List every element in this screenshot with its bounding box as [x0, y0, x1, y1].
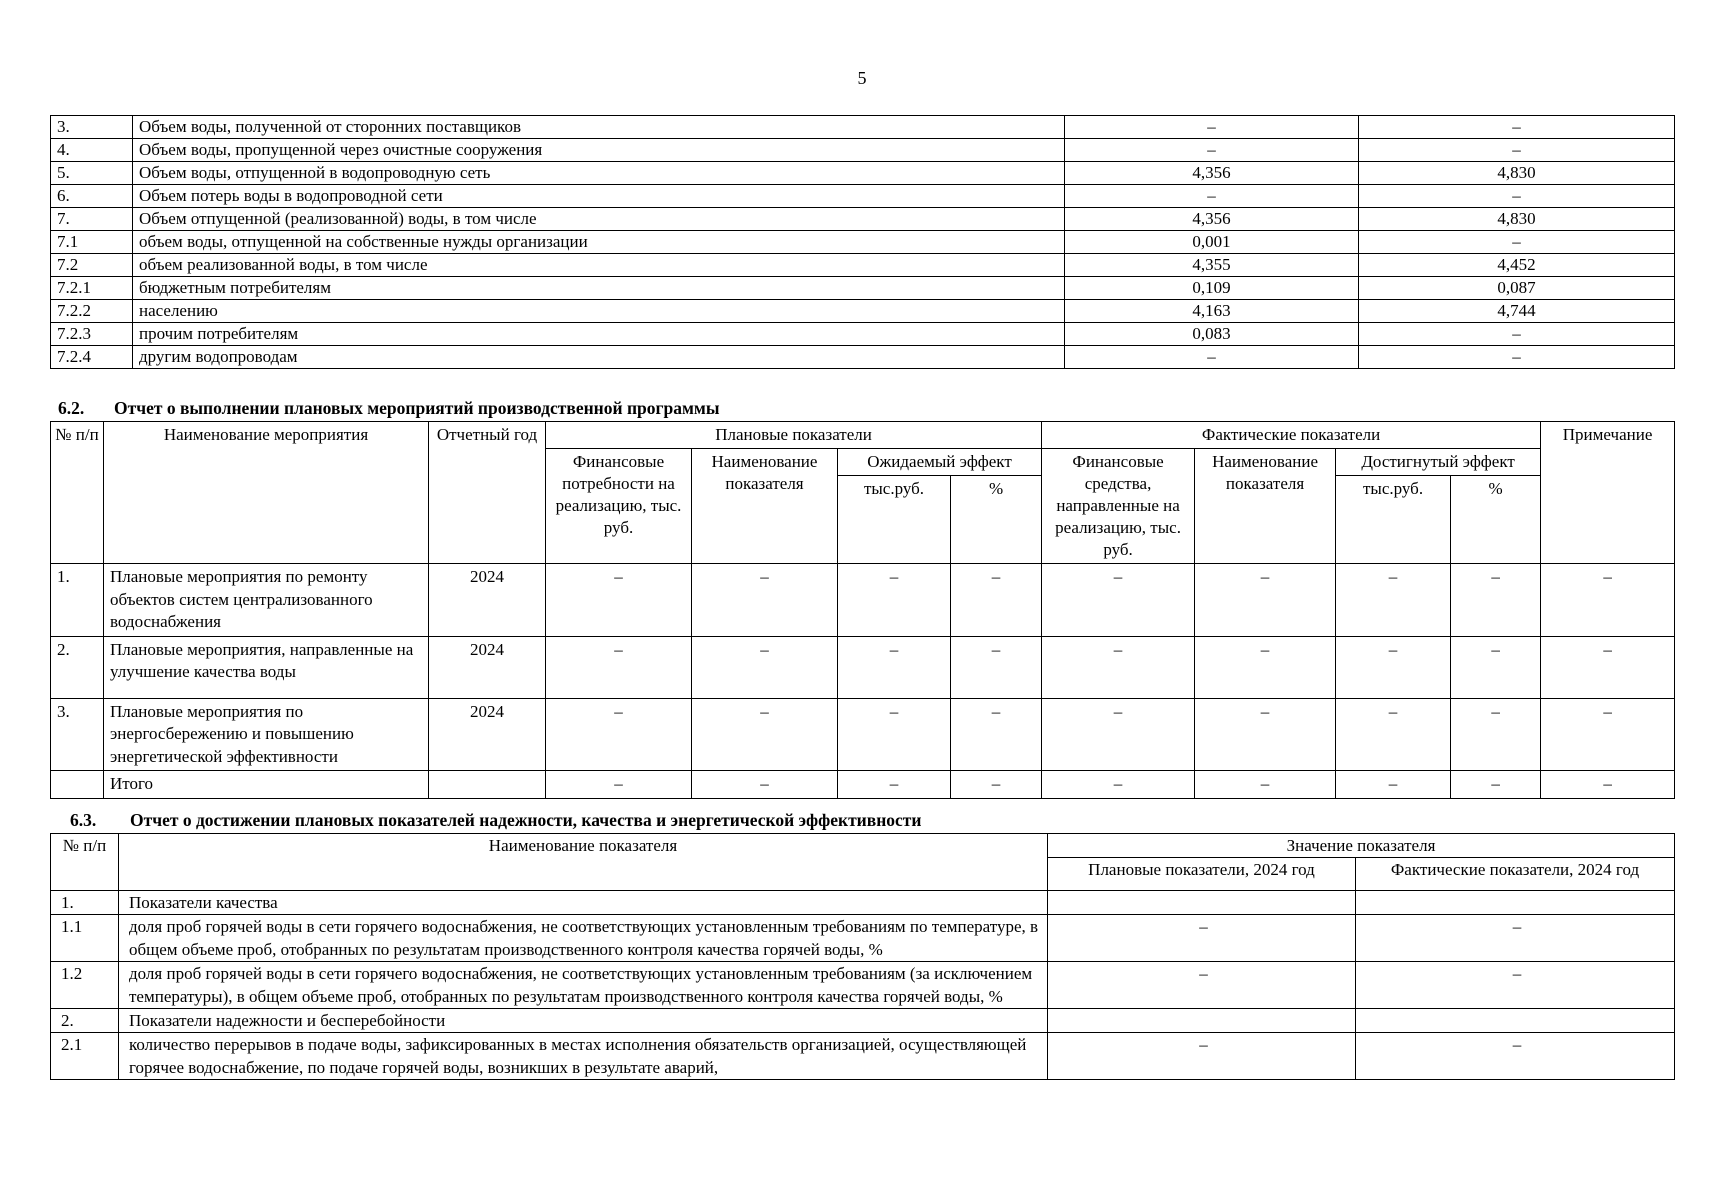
value-planned: 0,083 — [1065, 323, 1359, 346]
row-name: Плановые мероприятия по ремонту объектов систем централизованного водоснабжения — [104, 564, 429, 637]
row-number: 7.2.1 — [51, 277, 133, 300]
value-actual — [1356, 1009, 1675, 1033]
row-value: – — [692, 564, 838, 637]
row-name: Плановые мероприятия, направленные на улучшение качества воды — [104, 636, 429, 698]
row-name: Показатели качества — [119, 891, 1048, 915]
fact-fin-header: Финансовые средства, направленные на реализацию, тыс. руб. — [1042, 449, 1195, 564]
row-name: Плановые мероприятия по энергосбережению и повышению энергетической эффективности — [104, 698, 429, 771]
row-value: – — [546, 771, 692, 799]
section-number: 6.2. — [58, 398, 85, 418]
value-planned: – — [1065, 116, 1359, 139]
value-actual: – — [1359, 346, 1675, 369]
value-actual: – — [1359, 185, 1675, 208]
row-number: 7.1 — [51, 231, 133, 254]
value-planned: 4,356 — [1065, 162, 1359, 185]
col-year-header: Отчетный год — [429, 422, 546, 564]
row-name: другим водопроводам — [133, 346, 1065, 369]
table-row — [51, 162, 1675, 185]
value-header: Значение показателя — [1048, 834, 1675, 858]
row-value: – — [1336, 564, 1451, 637]
note-header: Примечание — [1541, 422, 1675, 564]
plan-rub-header: тыс.руб. — [838, 476, 951, 564]
value-planned: 0,109 — [1065, 277, 1359, 300]
table-row — [51, 346, 1675, 369]
row-name: прочим потребителям — [133, 323, 1065, 346]
table-row — [51, 277, 1675, 300]
row-value: – — [1042, 771, 1195, 799]
row-value: – — [951, 564, 1042, 637]
row-name: количество перерывов в подаче воды, зафиксированных в местах исполнения обязательств организацией, осуществляющей горячее водоснабжение, по подаче горячей воды, возникших в результате аварий, — [119, 1033, 1048, 1080]
row-number: 6. — [51, 185, 133, 208]
value-actual: 4,452 — [1359, 254, 1675, 277]
col-num-header: № п/п — [51, 834, 119, 891]
table-row — [51, 231, 1675, 254]
section-title: Отчет о выполнении плановых мероприятий производственной программы — [114, 398, 720, 418]
group-row — [51, 891, 1675, 915]
value-actual: – — [1356, 915, 1675, 962]
row-value: – — [546, 698, 692, 771]
row-value: – — [1195, 771, 1336, 799]
row-number: 1. — [51, 891, 119, 915]
value-actual — [1356, 891, 1675, 915]
row-number: 7.2.3 — [51, 323, 133, 346]
plan-effect-header: Ожидаемый эффект — [838, 449, 1042, 476]
row-value: – — [692, 698, 838, 771]
row-name: объем воды, отпущенной на собственные нужды организации — [133, 231, 1065, 254]
row-number: 1.2 — [51, 962, 119, 1009]
row-name: Объем воды, отпущенной в водопроводную сеть — [133, 162, 1065, 185]
value-actual: – — [1359, 116, 1675, 139]
table-row — [51, 254, 1675, 277]
page-number: 5 — [857, 68, 867, 88]
table-row — [51, 962, 1675, 1009]
row-number: 2.1 — [51, 1033, 119, 1080]
fact-pct-header: % — [1451, 476, 1541, 564]
row-name: населению — [133, 300, 1065, 323]
row-value: – — [951, 698, 1042, 771]
actual-header: Фактические показатели — [1042, 422, 1541, 449]
planned-header: Плановые показатели — [546, 422, 1042, 449]
actual-header: Фактические показатели, 2024 год — [1356, 858, 1675, 891]
row-value: – — [1541, 564, 1675, 637]
row-value: – — [1541, 698, 1675, 771]
row-number: 2. — [51, 636, 104, 698]
table-row — [51, 1033, 1675, 1080]
section-6-2-heading — [58, 398, 719, 419]
value-planned — [1048, 1009, 1356, 1033]
value-planned: 4,355 — [1065, 254, 1359, 277]
table-row — [51, 185, 1675, 208]
row-number: 7.2.4 — [51, 346, 133, 369]
value-planned: 4,356 — [1065, 208, 1359, 231]
water-volume-table — [50, 115, 1675, 369]
row-value: – — [1451, 636, 1541, 698]
planned-header: Плановые показатели, 2024 год — [1048, 858, 1356, 891]
value-planned: – — [1065, 139, 1359, 162]
row-name: Итого — [104, 771, 429, 799]
table-row — [51, 139, 1675, 162]
group-row — [51, 1009, 1675, 1033]
value-planned: – — [1048, 962, 1356, 1009]
plan-pct-header: % — [951, 476, 1042, 564]
row-name: доля проб горячей воды в сети горячего водоснабжения, не соответствующих установленным требованиям по температуре, в общем объеме проб, отобранных по результатам производственного контроля качества горячей воды, % — [119, 915, 1048, 962]
row-value: – — [951, 771, 1042, 799]
table-row — [51, 208, 1675, 231]
row-value: – — [951, 636, 1042, 698]
row-number: 1. — [51, 564, 104, 637]
value-actual: – — [1356, 962, 1675, 1009]
row-name: Объем воды, пропущенной через очистные сооружения — [133, 139, 1065, 162]
fact-ind-header: Наименование показателя — [1195, 449, 1336, 564]
row-name: объем реализованной воды, в том числе — [133, 254, 1065, 277]
row-year — [429, 771, 546, 799]
row-number: 3. — [51, 698, 104, 771]
row-number: 7.2.2 — [51, 300, 133, 323]
row-number: 2. — [51, 1009, 119, 1033]
table-row — [51, 323, 1675, 346]
value-planned: – — [1065, 346, 1359, 369]
row-year: 2024 — [429, 564, 546, 637]
row-name: Показатели надежности и бесперебойности — [119, 1009, 1048, 1033]
value-planned — [1048, 891, 1356, 915]
row-value: – — [1541, 771, 1675, 799]
col-num-header: № п/п — [51, 422, 104, 564]
section-number: 6.3. — [70, 810, 97, 830]
table-row — [51, 116, 1675, 139]
fact-effect-header: Достигнутый эффект — [1336, 449, 1541, 476]
row-value: – — [1451, 698, 1541, 771]
plan-ind-header: Наименование показателя — [692, 449, 838, 564]
row-number — [51, 771, 104, 799]
fact-rub-header: тыс.руб. — [1336, 476, 1451, 564]
section-6-3-heading — [70, 810, 921, 831]
table-row — [51, 636, 1675, 698]
row-value: – — [838, 636, 951, 698]
row-value: – — [838, 564, 951, 637]
row-number: 7. — [51, 208, 133, 231]
row-value: – — [1042, 636, 1195, 698]
row-value: – — [1195, 636, 1336, 698]
table-row — [51, 564, 1675, 637]
table-row — [51, 915, 1675, 962]
row-value: – — [692, 771, 838, 799]
row-name: Объем воды, полученной от сторонних поставщиков — [133, 116, 1065, 139]
indicators-table — [50, 833, 1675, 1080]
row-value: – — [1042, 564, 1195, 637]
plan-fin-header: Финансовые потребности на реализацию, тыс. руб. — [546, 449, 692, 564]
row-value: – — [838, 771, 951, 799]
row-value: – — [546, 636, 692, 698]
row-value: – — [1541, 636, 1675, 698]
value-actual: – — [1356, 1033, 1675, 1080]
value-planned: 4,163 — [1065, 300, 1359, 323]
row-name: Объем отпущенной (реализованной) воды, в том числе — [133, 208, 1065, 231]
row-name: доля проб горячей воды в сети горячего водоснабжения, не соответствующих установленным требованиям (за исключением температуры), в общем объеме проб, отобранных по результатам производственного контроля качества горячей воды, % — [119, 962, 1048, 1009]
row-number: 4. — [51, 139, 133, 162]
row-value: – — [1336, 771, 1451, 799]
row-name: бюджетным потребителям — [133, 277, 1065, 300]
row-value: – — [1336, 636, 1451, 698]
row-value: – — [1451, 564, 1541, 637]
row-number: 1.1 — [51, 915, 119, 962]
value-actual: – — [1359, 231, 1675, 254]
section-title: Отчет о достижении плановых показателей надежности, качества и энергетической эффективности — [130, 810, 922, 830]
row-number: 3. — [51, 116, 133, 139]
col-name-header: Наименование показателя — [119, 834, 1048, 891]
value-actual: 0,087 — [1359, 277, 1675, 300]
row-year: 2024 — [429, 636, 546, 698]
row-value: – — [838, 698, 951, 771]
row-value: – — [1336, 698, 1451, 771]
value-actual: – — [1359, 139, 1675, 162]
value-actual: – — [1359, 323, 1675, 346]
value-actual: 4,830 — [1359, 162, 1675, 185]
row-value: – — [1195, 564, 1336, 637]
row-number: 5. — [51, 162, 133, 185]
value-actual: 4,830 — [1359, 208, 1675, 231]
table-row — [51, 698, 1675, 771]
planned-measures-table — [50, 421, 1675, 799]
table-row — [51, 771, 1675, 799]
value-planned: 0,001 — [1065, 231, 1359, 254]
value-planned: – — [1048, 1033, 1356, 1080]
col-name-header: Наименование мероприятия — [104, 422, 429, 564]
row-name: Объем потерь воды в водопроводной сети — [133, 185, 1065, 208]
value-planned: – — [1048, 915, 1356, 962]
row-value: – — [1195, 698, 1336, 771]
row-number: 7.2 — [51, 254, 133, 277]
row-value: – — [692, 636, 838, 698]
table-row — [51, 300, 1675, 323]
row-value: – — [546, 564, 692, 637]
row-value: – — [1451, 771, 1541, 799]
value-actual: 4,744 — [1359, 300, 1675, 323]
value-planned: – — [1065, 185, 1359, 208]
row-year: 2024 — [429, 698, 546, 771]
row-value: – — [1042, 698, 1195, 771]
